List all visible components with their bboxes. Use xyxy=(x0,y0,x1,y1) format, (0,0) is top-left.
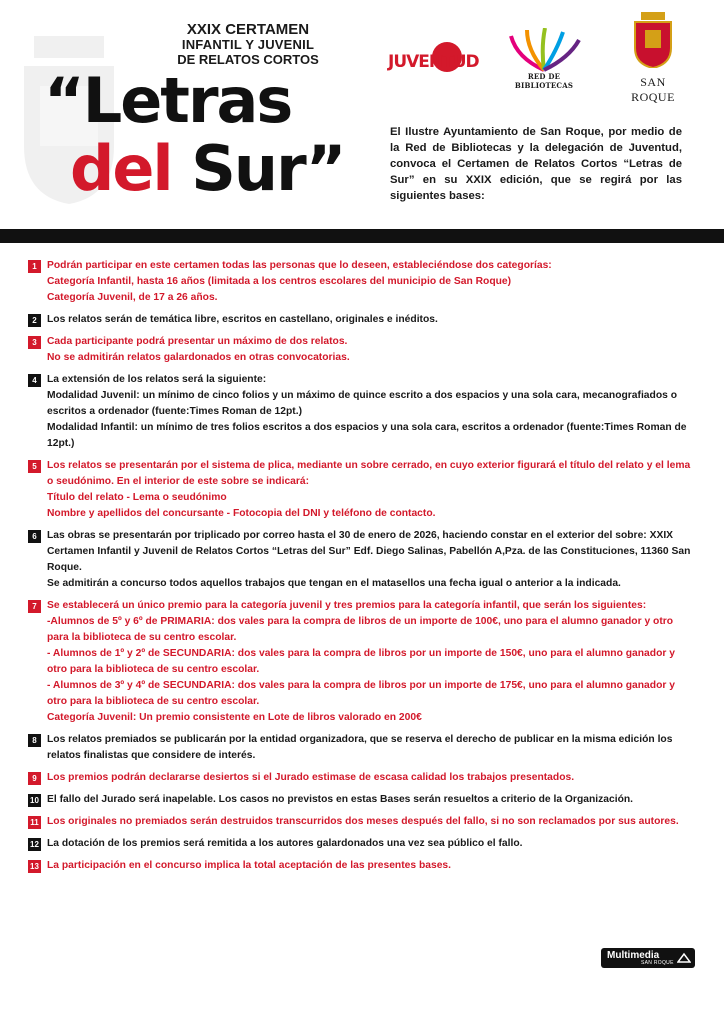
rule-number-badge: 4 xyxy=(28,374,41,387)
rule-item xyxy=(28,858,696,874)
rule-line: Categoría Juvenil, de 17 a 26 años. xyxy=(47,292,218,303)
rule-item xyxy=(28,814,696,830)
san-roque-shield-icon xyxy=(633,12,673,68)
rule-number-badge: 10 xyxy=(28,794,41,807)
rule-item xyxy=(28,258,696,306)
rule-item xyxy=(28,528,696,592)
rule-text xyxy=(47,312,696,328)
san-roque-logo xyxy=(618,12,688,108)
rule-line: Los premios podrán declararse desiertos si el Jurado estimase de escasa calidad los trabajos presentados. xyxy=(47,772,575,783)
rule-line: Nombre y apellidos del concursante - Fotocopia del DNI y teléfono de contacto. xyxy=(47,508,436,519)
header-divider-bar xyxy=(0,229,724,243)
rule-item xyxy=(28,732,696,764)
multimedia-logo-icon xyxy=(677,952,691,964)
rule-number-badge: 12 xyxy=(28,838,41,851)
rule-number-badge: 2 xyxy=(28,314,41,327)
rule-line: No se admitirán relatos galardonados en otras convocatorias. xyxy=(47,352,350,363)
rule-line: Modalidad Juvenil: un mínimo de cinco folios y un máximo de quince escrito a dos espacios y una sola cara, mecanografiados o escritos a ordenador (fuente:Times Roman de 12pt.) xyxy=(47,390,677,417)
rule-line: - Alumnos de 3º y 4º de SECUNDARIA: dos vales para la compra de libros por un importe de 175€, uno para el alumno ganador y otro para la biblioteca de su centro escolar. xyxy=(47,680,675,707)
rule-line: El fallo del Jurado será inapelable. Los casos no previstos en estas Bases serán resueltos a criterio de la Organización. xyxy=(47,794,634,805)
rule-text xyxy=(47,732,696,764)
rule-line: Los relatos se presentarán por el sistema de plica, mediante un sobre cerrado, en cuyo exterior figurará el título del relato y el lema o seudónimo. En el interior de este sobre se indicará: xyxy=(47,460,691,487)
multimedia-badge-text: Multimedia xyxy=(607,950,660,961)
rule-text xyxy=(47,334,696,366)
rule-text xyxy=(47,836,696,852)
rule-line: Podrán participar en este certamen todas las personas que lo deseen, estableciéndose dos categorías: xyxy=(47,260,552,271)
rule-text xyxy=(47,458,696,522)
rule-line: Las obras se presentarán por triplicado por correo hasta el 30 de enero de 2026, haciendo constar en el exterior del sobre: XXIX Certamen Infantil y Juvenil de Relatos Cortos “Letras del Sur” Edf. Diego Salinas, Pabellón A,Pza. de las Constituciones, 11360 San Roque. xyxy=(47,530,691,573)
red-bibliotecas-label: RED DE BIBLIOTECAS xyxy=(514,72,574,90)
rule-item xyxy=(28,792,696,808)
rule-line: La participación en el concurso implica la total aceptación de las presentes bases. xyxy=(47,860,452,871)
rule-number-badge: 9 xyxy=(28,772,41,785)
rule-text xyxy=(47,814,696,830)
rule-item xyxy=(28,334,696,366)
multimedia-badge-sub: SAN ROQUE xyxy=(641,960,674,966)
rule-line: Título del relato - Lema o seudónimo xyxy=(47,492,227,503)
rule-text xyxy=(47,258,696,306)
rule-line: Los originales no premiados serán destruidos transcurridos dos meses después del fallo, si no son reclamados por sus autores. xyxy=(47,816,679,827)
rule-text xyxy=(47,372,696,452)
rule-line: Modalidad Infantil: un mínimo de tres folios escritos a dos espacios y una sola cara, escritos a ordenador (fuente:Times Roman de 12pt.) xyxy=(47,422,687,449)
title-del: del xyxy=(70,132,172,205)
rule-item xyxy=(28,312,696,328)
title-del-sur xyxy=(70,132,345,205)
rule-number-badge: 5 xyxy=(28,460,41,473)
rule-item xyxy=(28,598,696,726)
rule-line: Los relatos serán de temática libre, escritos en castellano, originales e inéditos. xyxy=(47,314,438,325)
rule-number-badge: 7 xyxy=(28,600,41,613)
rule-line: Cada participante podrá presentar un máximo de dos relatos. xyxy=(47,336,348,347)
san-roque-label: SAN ROQUE xyxy=(631,75,675,104)
rule-number-badge: 1 xyxy=(28,260,41,273)
certamen-line-2: INFANTIL Y JUVENIL xyxy=(181,37,315,52)
certamen-line-1: XXIX CERTAMEN xyxy=(186,21,310,38)
rule-number-badge: 3 xyxy=(28,336,41,349)
rule-line: La extensión de los relatos será la siguiente: xyxy=(47,374,267,385)
rule-line: La dotación de los premios será remitida a los autores galardonados una vez sea público el fallo. xyxy=(47,838,523,849)
poster-header xyxy=(0,0,724,232)
rule-line: Categoría Juvenil: Un premio consistente en Lote de libros valorado en 200€ xyxy=(47,712,422,723)
rule-line: Los relatos premiados se publicarán por la entidad organizadora, que se reserva el derecho de publicar en la misma edición los relatos finalistas que considere de interés. xyxy=(47,734,673,761)
intro-paragraph: El Ilustre Ayuntamiento de San Roque, por medio de la Red de Bibliotecas y la delegación de Juventud, convoca el Certamen de Relatos Cortos “Letras de Sur” en su XXIX edición, que se regirá por las siguientes bases: xyxy=(390,126,682,202)
rule-line: - Alumnos de 1º y 2º de SECUNDARIA: dos vales para la compra de libros por un importe de 150€, uno para el alumno ganador y otro para la biblioteca de su centro escolar. xyxy=(47,648,675,675)
rule-number-badge: 8 xyxy=(28,734,41,747)
rule-text xyxy=(47,792,696,808)
title-letras: “Letras xyxy=(44,64,292,137)
rule-text xyxy=(47,770,696,786)
rule-line: Se admitirán a concurso todos aquellos trabajos que tengan en el matasellos una fecha igual o anterior a la indicada. xyxy=(47,578,621,589)
title-sur: Sur” xyxy=(191,132,345,205)
juventud-logo-text: JUVENTUD xyxy=(388,52,479,72)
rule-line: Categoría Infantil, hasta 16 años (limitada a los centros escolares del municipio de San Roque) xyxy=(47,276,512,287)
rule-number-badge: 6 xyxy=(28,530,41,543)
rule-item xyxy=(28,372,696,452)
red-bibliotecas-logo xyxy=(498,28,590,90)
red-bibliotecas-rays-icon xyxy=(507,28,581,72)
certamen-line-3: DE RELATOS CORTOS xyxy=(177,52,319,67)
rule-number-badge: 11 xyxy=(28,816,41,829)
rule-line: -Alumnos de 5º y 6º de PRIMARIA: dos vales para la compra de libros de un importe de 100€, uno para el alumno ganador y otro para la biblioteca de su centro escolar. xyxy=(47,616,674,643)
rule-item xyxy=(28,458,696,522)
rule-line: Se establecerá un único premio para la categoría juvenil y tres premios para la categoría infantil, que serán los siguientes: xyxy=(47,600,647,611)
rule-item xyxy=(28,770,696,786)
juventud-logo xyxy=(388,42,479,78)
rules-list xyxy=(28,258,696,880)
rule-number-badge: 13 xyxy=(28,860,41,873)
rule-item xyxy=(28,836,696,852)
rule-text xyxy=(47,858,696,874)
certamen-title xyxy=(148,22,348,67)
multimedia-badge xyxy=(601,948,695,968)
rule-text xyxy=(47,598,696,726)
rule-text xyxy=(47,528,696,592)
